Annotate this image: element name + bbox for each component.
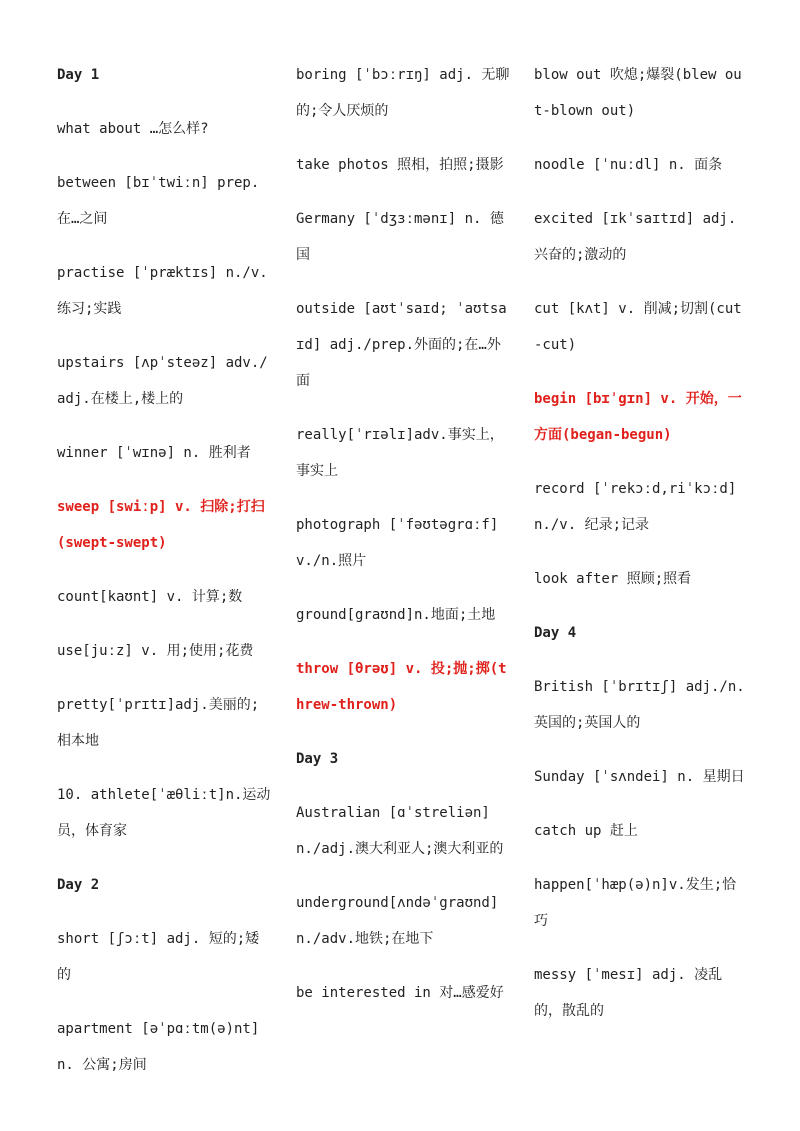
vocab-entry: happen[ˈhæp(ə)n]v.发生;恰巧 xyxy=(534,877,737,929)
vocab-entry: blow out 吹熄;爆裂(blew out-blown out) xyxy=(534,67,742,119)
vocab-entry: Sunday [ˈsʌndei] n. 星期日 xyxy=(534,769,745,785)
column-3 xyxy=(534,57,749,1047)
vocab-entry: take photos 照相，拍照;摄影 xyxy=(296,157,504,173)
vocab-entry: begin [bɪˈgɪn] v. 开始，一方面(began-begun) xyxy=(534,391,742,443)
vocab-entry: practise [ˈpræktɪs] n./v. 练习;实践 xyxy=(57,265,268,317)
day-heading: Day 1 xyxy=(57,67,100,83)
vocab-entry: messy [ˈmesɪ] adj. 凌乱的，散乱的 xyxy=(534,967,723,1019)
vocab-entry: noodle [ˈnuːdl] n. 面条 xyxy=(534,157,723,173)
vocab-entry: be interested in 对…感爱好 xyxy=(296,985,504,1001)
vocab-entry: excited [ɪkˈsaɪtɪd] adj. 兴奋的;激动的 xyxy=(534,211,737,263)
vocab-entry: Australian [ɑˈstreliən] n./adj.澳大利亚人;澳大利亚的 xyxy=(296,805,504,857)
vocab-entry: British [ˈbrɪtɪʃ] adj./n. 英国的;英国人的 xyxy=(534,679,745,731)
vocab-entry: really[ˈrɪəlɪ]adv.事实上，事实上 xyxy=(296,427,504,479)
vocab-entry: photograph [ˈfəʊtəgrɑːf] v./n.照片 xyxy=(296,517,499,569)
vocab-entry: short [ʃɔːt] adj. 短的;矮的 xyxy=(57,931,260,983)
column-1 xyxy=(57,57,272,1101)
vocab-entry: catch up 赶上 xyxy=(534,823,638,839)
vocab-entry: sweep [swiːp] v. 扫除;打扫(swept-swept) xyxy=(57,499,265,551)
vocab-entry: winner [ˈwɪnə] n. 胜利者 xyxy=(57,445,251,461)
vocab-entry: 10. athlete[ˈæθliːt]n.运动员，体育家 xyxy=(57,787,271,839)
vocab-entry: ground[graʊnd]n.地面;土地 xyxy=(296,607,496,623)
vocab-entry: throw [θrəʊ] v. 投;抛;掷(threw-thrown) xyxy=(296,661,507,713)
vocab-entry: underground[ʌndəˈgraʊnd] n./adv.地铁;在地下 xyxy=(296,895,499,947)
vocab-entry: pretty[ˈprɪtɪ]adj.美丽的;相本地 xyxy=(57,697,260,749)
day-heading: Day 2 xyxy=(57,877,100,893)
vocab-entry: boring [ˈbɔːrɪŋ] adj. 无聊的;令人厌烦的 xyxy=(296,67,510,119)
vocab-entry: count[kaʊnt] v. 计算;数 xyxy=(57,589,243,605)
vocab-entry: outside [aʊtˈsaɪd; ˈaʊtsaɪd] adj./prep.外面的;在…外面 xyxy=(296,301,507,389)
vocab-entry: Germany [ˈdʒɜːmənɪ] n. 德国 xyxy=(296,211,504,263)
vocab-entry: what about …怎么样? xyxy=(57,121,209,137)
day-heading: Day 4 xyxy=(534,625,577,641)
vocab-entry: look after 照顾;照看 xyxy=(534,571,692,587)
day-heading: Day 3 xyxy=(296,751,339,767)
vocab-entry: upstairs [ʌpˈsteəz] adv./adj.在楼上,楼上的 xyxy=(57,355,268,407)
vocab-entry: apartment [əˈpɑːtm(ə)nt] n. 公寓;房间 xyxy=(57,1021,260,1073)
vocab-entry: use[juːz] v. 用;使用;花费 xyxy=(57,643,254,659)
vocab-entry: between [bɪˈtwiːn] prep. 在…之间 xyxy=(57,175,260,227)
column-2 xyxy=(296,57,511,1029)
vocab-entry: record [ˈrekɔːd,riˈkɔːd] n./v. 纪录;记录 xyxy=(534,481,737,533)
vocab-entry: cut [kʌt] v. 削减;切割(cut-cut) xyxy=(534,301,742,353)
